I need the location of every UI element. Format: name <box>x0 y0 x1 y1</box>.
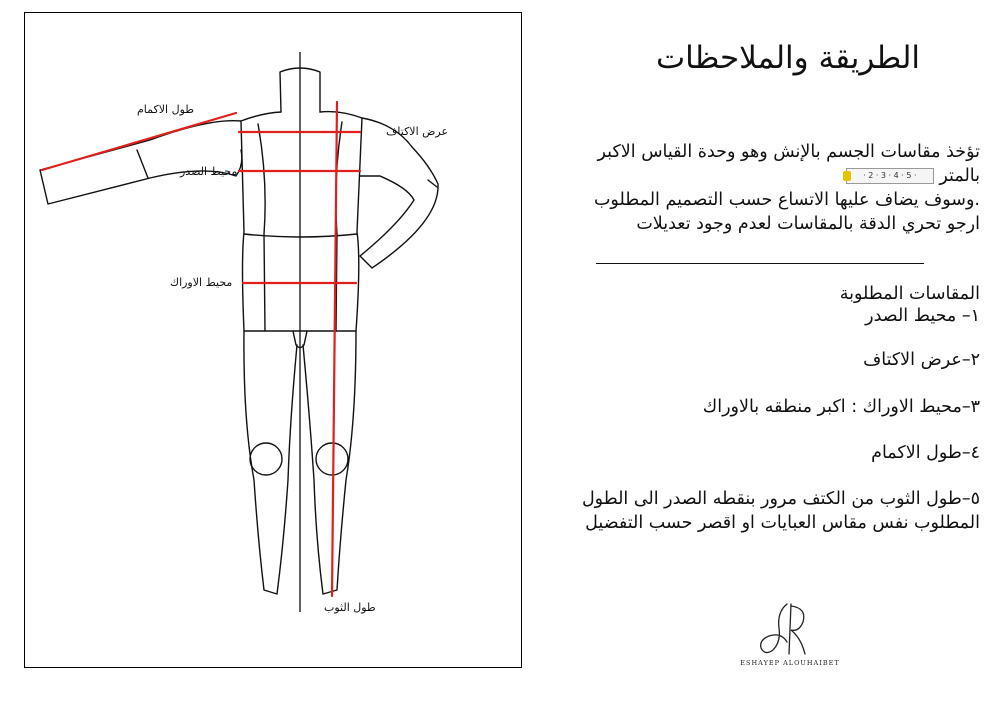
intro-notes <box>540 140 980 236</box>
intro-line-2-text: بالمتر <box>939 166 980 186</box>
knee-right <box>316 443 348 475</box>
label-shoulder-width: عرض الاكتاف <box>386 125 449 138</box>
intro-line-4: ارجو تحري الدقة بالمقاسات لعدم وجود تعديلات <box>636 214 980 234</box>
intro-line-1: تؤخذ مقاسات الجسم بالإنش وهو وحدة القياس الاكبر <box>597 142 980 162</box>
elbow-left <box>137 150 148 178</box>
measurement-item-1: ١– محيط الصدر <box>865 306 980 326</box>
measurements-heading: المقاسات المطلوبة <box>839 284 980 304</box>
knee-left <box>250 443 282 475</box>
garment-length-line <box>332 102 337 596</box>
label-chest: محيط الصدر <box>180 165 238 178</box>
sleeve-length-line <box>42 113 236 170</box>
measurement-item-3: ٣–محيط الاوراك : اكبر منطقه بالاوراك <box>702 397 980 417</box>
label-sleeve-length: طول الاكمام <box>137 103 195 116</box>
label-hips: محيط الاوراك <box>170 276 233 289</box>
measurement-item-2: ٢–عرض الاكتاف <box>863 350 980 370</box>
section-divider <box>596 263 924 264</box>
page-title: الطريقة والملاحظات <box>655 40 920 76</box>
measurement-item-4: ٤–طول الاكمام <box>871 443 980 463</box>
leg-left <box>244 331 297 594</box>
measurement-item-5: ٥–طول الثوب من الكتف مرور بنقطه الصدر الى الطول <box>581 489 980 509</box>
measuring-tape-icon: · 2 · 3 · 4 · 5 · <box>846 168 934 184</box>
elbow-right <box>428 180 437 187</box>
intro-line-2 <box>540 164 980 188</box>
brand-logo-text: ESHAYEP ALOUHAIBET <box>740 659 840 667</box>
label-garment-length: طول الثوب <box>324 601 376 614</box>
arm-right <box>360 118 438 268</box>
measurement-item-5-cont: المطلوب نفس مقاس العبايات او اقصر حسب التفضيل <box>585 513 980 533</box>
seam-left <box>258 124 265 331</box>
torso-outline <box>241 112 362 331</box>
intro-line-3: .وسوف يضاف عليها الاتساع حسب التصميم المطلوب <box>593 190 980 210</box>
